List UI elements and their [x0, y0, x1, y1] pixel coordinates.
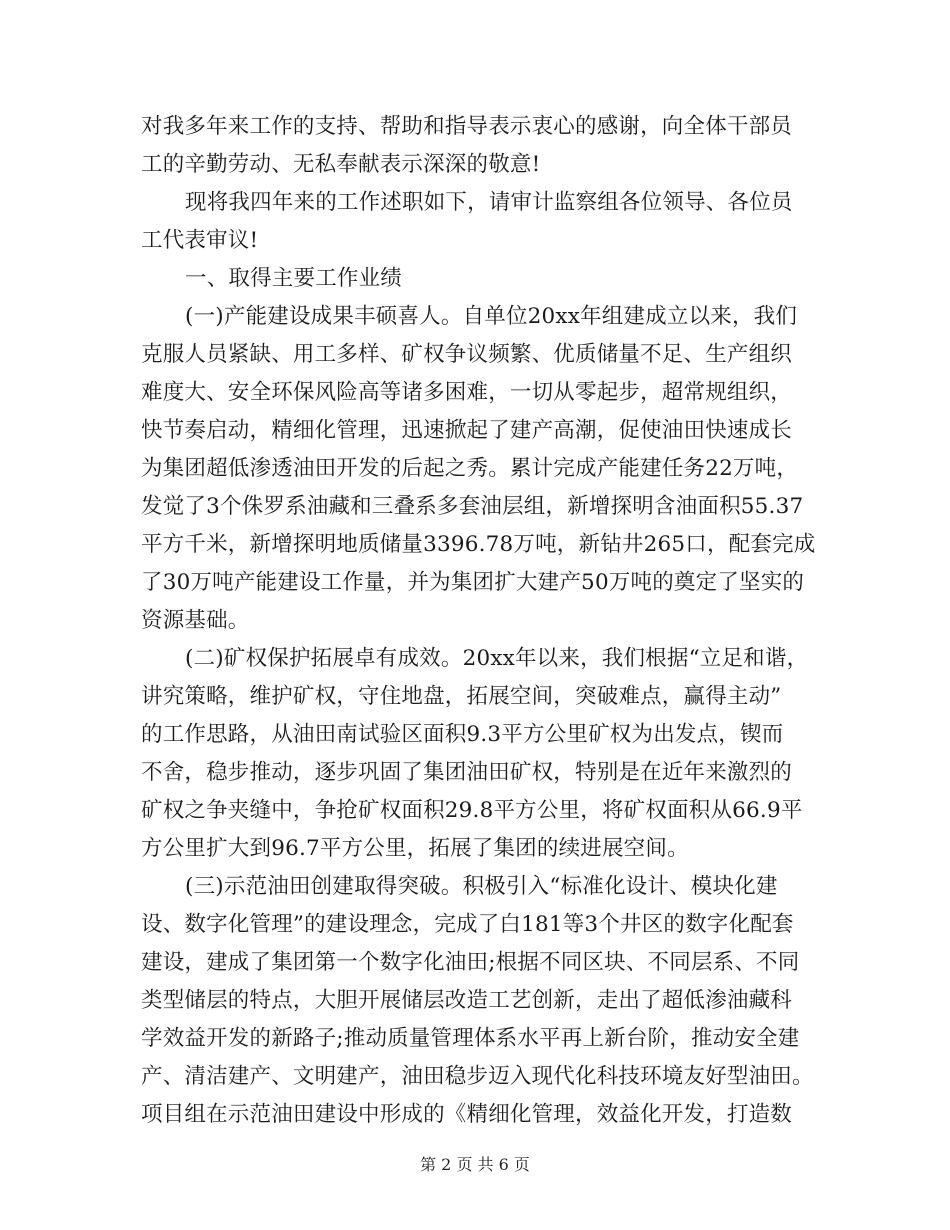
text-line: 学效益开发的新路子;推动质量管理体系水平再上新台阶，推动安全建 [141, 1026, 800, 1051]
text-line: 产、清洁建产、文明建产，油田稳步迈入现代化科技环境友好型油田。 [141, 1064, 814, 1089]
paragraph-start-line: (一)产能建设成果丰硕喜人。自单位20xx年组建成立以来，我们 [185, 304, 798, 329]
text-line: 方公里扩大到96.7平方公里，拓展了集团的续进展空间。 [141, 836, 689, 861]
text-line: 建设，建成了集团第一个数字化油田;根据不同区块、不同层系、不同 [141, 950, 800, 975]
text-line: 发觉了3个侏罗系油藏和三叠系多套油层组，新增探明含油面积55.37 [141, 494, 804, 519]
text-line: 快节奏启动，精细化管理，迅速掀起了建产高潮，促使油田快速成长 [141, 418, 793, 443]
paragraph-start-line: (三)示范油田创建取得突破。积极引入“标准化设计、模块化建 [185, 874, 778, 899]
text-line: 工代表审议! [141, 228, 259, 253]
text-line: 为集团超低渗透油田开发的后起之秀。累计完成产能建任务22万吨， [141, 456, 799, 481]
text-line: 资源基础。 [141, 608, 250, 633]
page-number-footer: 第 2 页 共 6 页 [420, 1155, 530, 1174]
text-line: 了30万吨产能建设工作量，并为集团扩大建产50万吨的奠定了坚实的 [141, 570, 805, 595]
text-line: 的工作思路，从油田南试验区面积9.3平方公里矿权为出发点，锲而 [141, 722, 784, 747]
paragraph-start-line: 现将我四年来的工作述职如下，请审计监察组各位领导、各位员 [185, 190, 793, 215]
paragraph-start-line: (二)矿权保护拓展卓有成效。20xx年以来，我们根据“立足和谐， [185, 646, 809, 671]
text-line: 不舍，稳步推动，逐步巩固了集团油田矿权，特别是在近年来激烈的 [141, 760, 793, 785]
text-line: 矿权之争夹缝中，争抢矿权面积29.8平方公里，将矿权面积从66.9平 [141, 798, 803, 823]
text-line: 对我多年来工作的支持、帮助和指导表示衷心的感谢，向全体干部员 [141, 114, 793, 139]
text-line: 讲究策略，维护矿权，守住地盘，拓展空间，突破难点，赢得主动” [141, 684, 782, 709]
section-heading: 一、取得主要工作业绩 [185, 266, 403, 291]
text-line: 平方千米，新增探明地质储量3396.78万吨，新钻井265口，配套完成 [141, 532, 816, 557]
text-line: 项目组在示范油田建设中形成的《精细化管理，效益化开发，打造数 [141, 1102, 793, 1127]
text-line: 工的辛勤劳动、无私奉献表示深深的敬意! [141, 152, 541, 177]
text-line: 难度大、安全环保风险高等诸多困难，一切从零起步，超常规组织， [141, 380, 793, 405]
text-line: 克服人员紧缺、用工多样、矿权争议频繁、优质储量不足、生产组织 [141, 342, 793, 367]
text-line: 类型储层的特点，大胆开展储层改造工艺创新，走出了超低渗油藏科 [141, 988, 793, 1013]
text-line: 设、数字化管理”的建设理念，完成了白181等3个井区的数字化配套 [141, 912, 794, 937]
